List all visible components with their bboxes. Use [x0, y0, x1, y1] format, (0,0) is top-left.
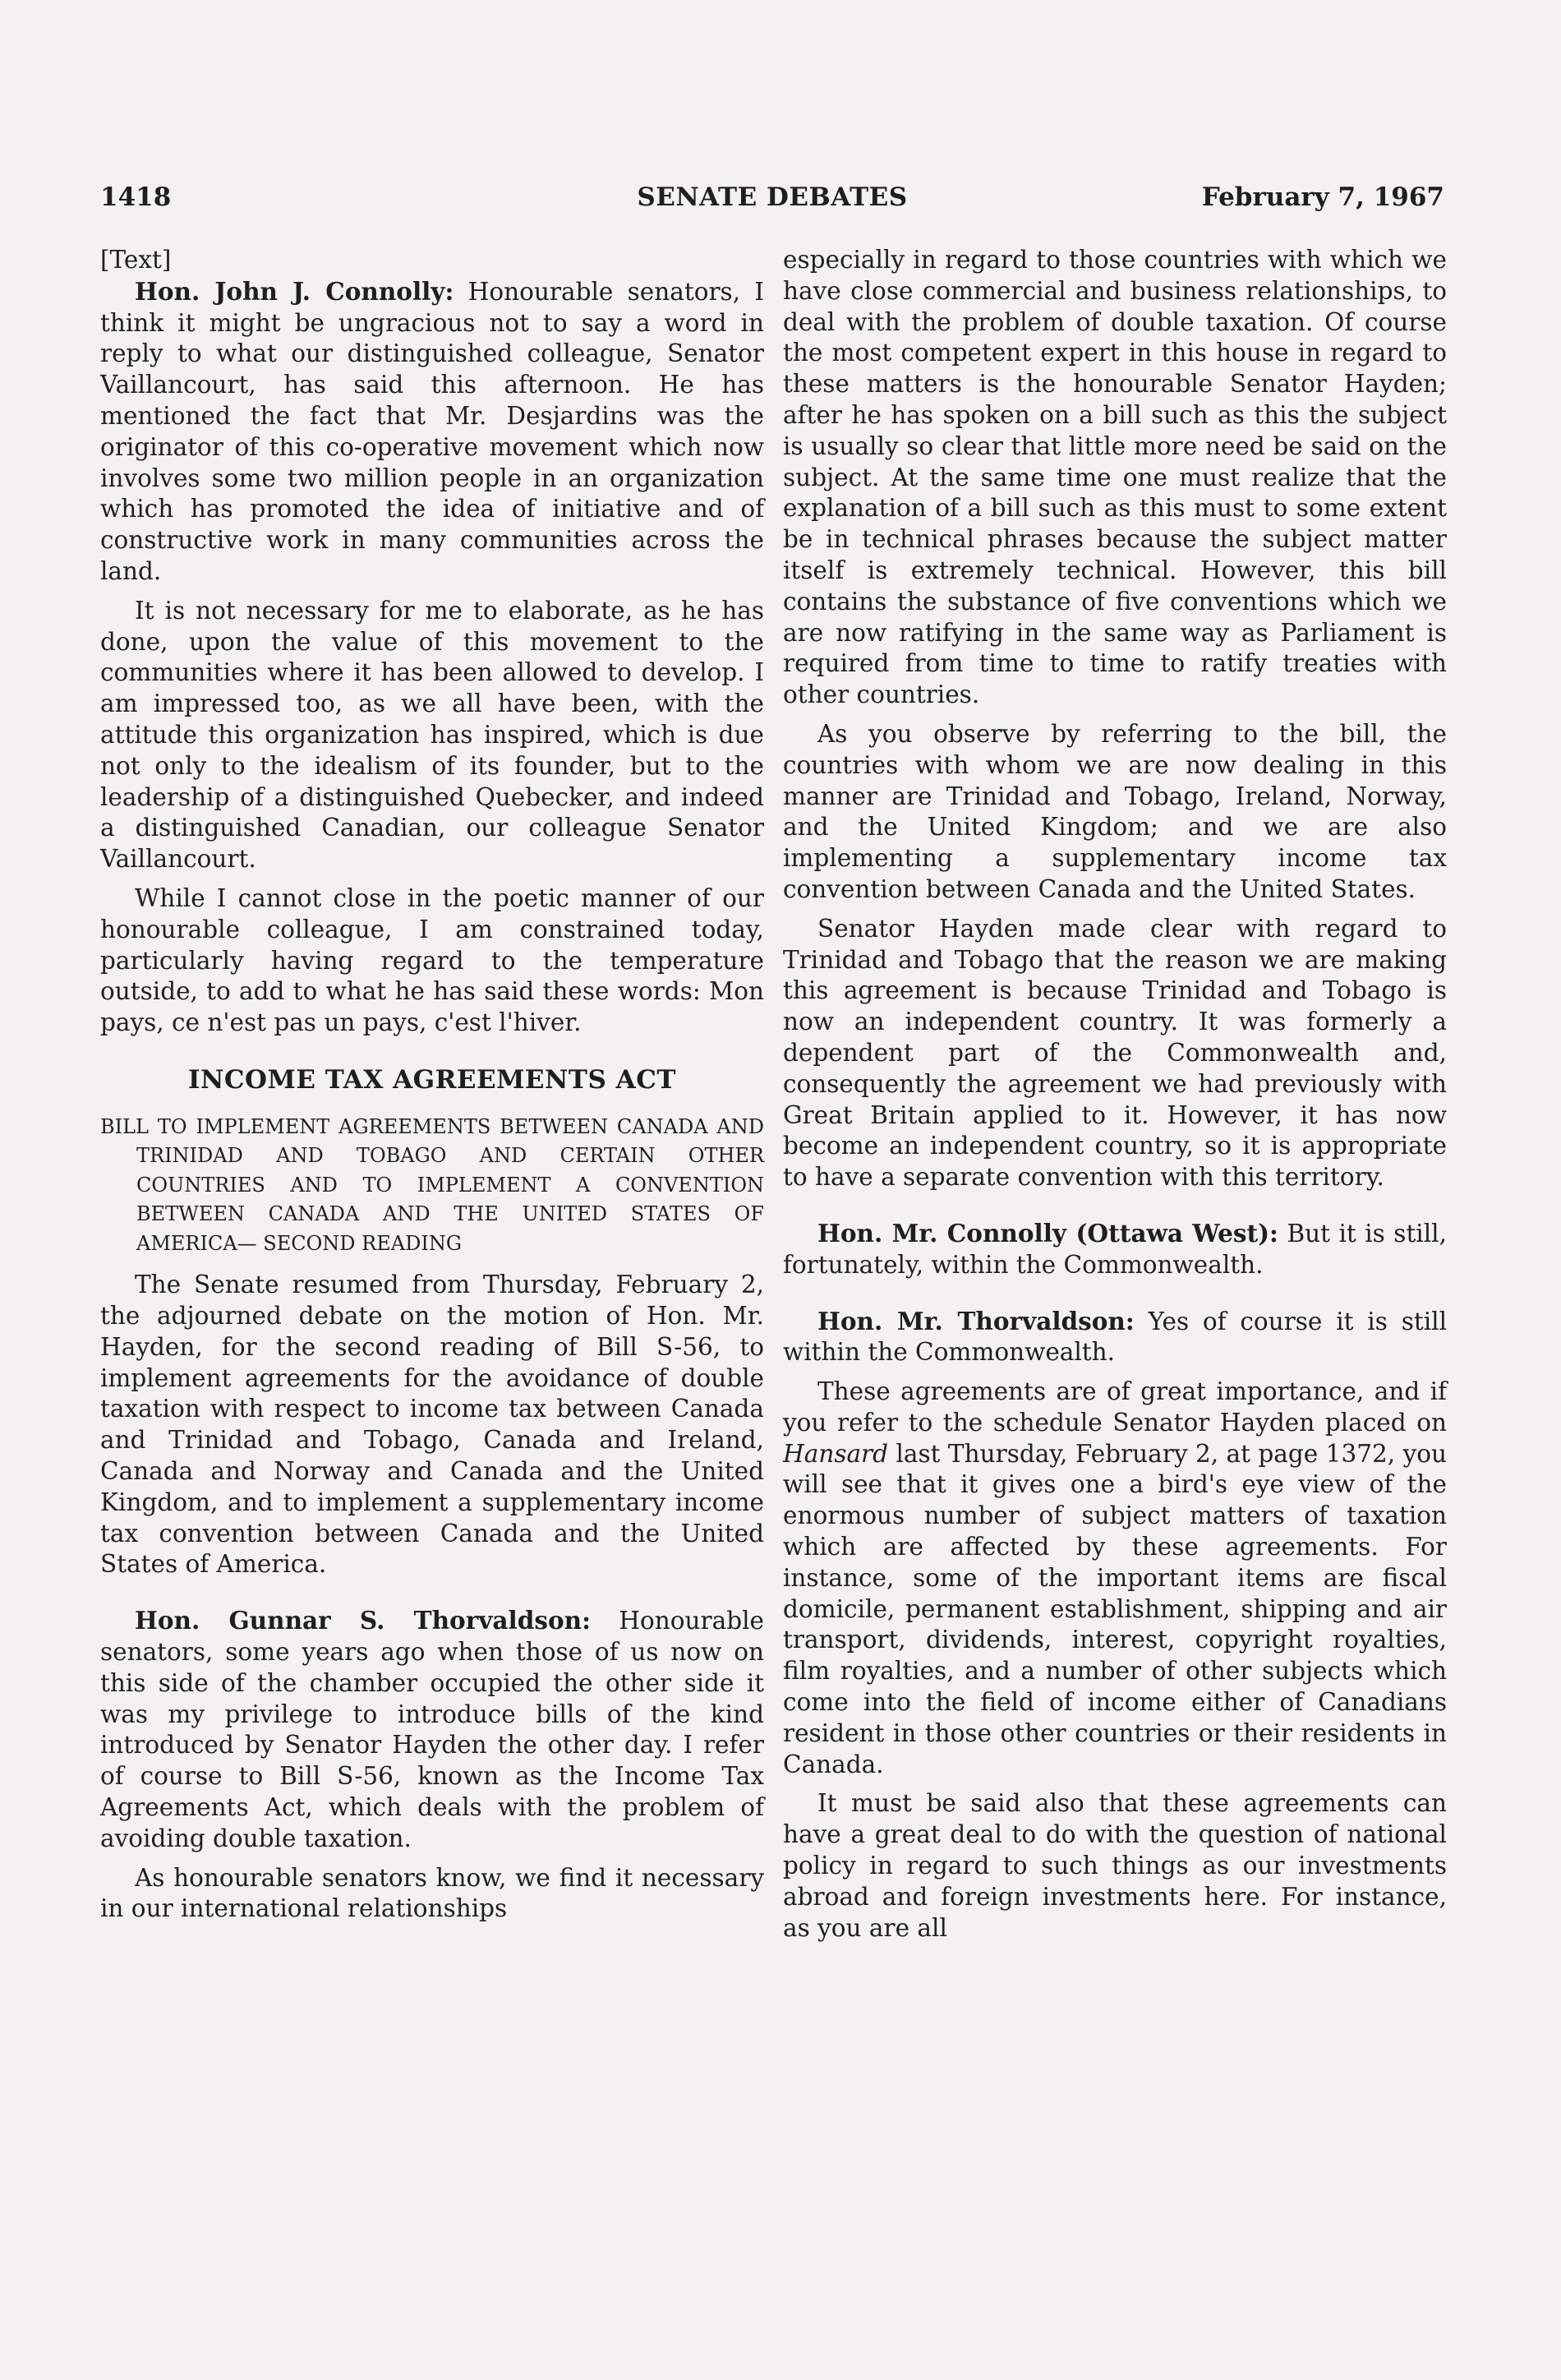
page-number: 1418 — [100, 182, 172, 212]
speech-text: Yes of course it is still within the Commonwealth. — [783, 1307, 1447, 1367]
speaker-name: Hon. Mr. Thorvaldson: — [817, 1306, 1135, 1335]
paragraph: It is not necessary for me to elaborate, as he has done, upon the value of this movement to the communities where it has been allowed to develop. I am impressed too, as we all have been, with the attitude this organization has inspired, which is due not only to the idealism of its founder, but to the leadership of a distinguished Quebecker, and indeed a distinguished Canadian, our colleague Senator Vaillancourt. — [100, 596, 764, 874]
text-tag: [Text] — [100, 246, 172, 274]
speech-text: But it is still, fortunately, within the Commonwealth. — [783, 1219, 1447, 1279]
left-column — [100, 245, 764, 1925]
speech-text: last Thursday, February 2, at page 1372, you will see that it gives one a bird's eye view of the enormous number of subject matters of taxation which are affected by these agreements. For instance, some of the important items are fiscal domicile, permanent establishment, shipping and air transport, dividends, interest, copyright royalties, film royalties, and a number of other subjects which come into the field of income either of Canadians resident in those other countries or their residents in Canada. — [783, 1439, 1447, 1778]
page-header — [100, 182, 1444, 215]
hansard-title: Hansard — [783, 1439, 889, 1468]
paragraph: As honourable senators know, we find it necessary in our international relationships — [100, 1863, 764, 1923]
speaker-name: Hon. Gunnar S. Thorvaldson: — [135, 1606, 591, 1635]
running-title: SENATE DEBATES — [637, 182, 908, 212]
section-title: INCOME TAX AGREEMENTS ACT — [188, 1064, 676, 1095]
bill-heading: BILL TO IMPLEMENT AGREEMENTS BETWEEN CANADA AND TRINIDAD AND TOBAGO AND CERTAIN OTHER COUNTRIES AND TO IMPLEMENT A CONVENTION BETWEEN CANADA AND THE UNITED STATES OF AMERICA— SECOND READING — [100, 1114, 764, 1255]
page-date: February 7, 1967 — [1201, 182, 1444, 212]
paragraph: It must be said also that these agreements can have a great deal to do with the question of national policy in regard to such things as our investments abroad and foreign investments here. For instance, as you are all — [783, 1789, 1447, 1942]
paragraph — [783, 1306, 1447, 1369]
speaker-name: Hon. John J. Connolly: — [135, 276, 454, 306]
paragraph — [783, 1377, 1447, 1780]
paragraph: While I cannot close in the poetic manner of our honourable colleague, I am constrained today, particularly having regard to the temperature outside, to add to what he has said these words: Mon pays, ce n'est pas un pays, c'est l'hiver. — [100, 883, 764, 1037]
paragraph: especially in regard to those countries with which we have close commercial and business relationships, to deal with the problem of double taxation. Of course the most competent expert in this house in regard to these matters is the honourable Senator Hayden; after he has spoken on a bill such as this the subject is usually so clear that little more need be said on the subject. At the same time one must realize that the explanation of a bill such as this must to some extent be in technical phrases because the subject matter itself is extremely technical. However, this bill contains the substance of five conventions which we are now ratifying in the same way as Parliament is required from time to time to ratify treaties with other countries. — [783, 246, 1447, 709]
paragraph: Senator Hayden made clear with regard to Trinidad and Tobago that the reason we are making this agreement is because Trinidad and Tobago is now an independent country. It was formerly a dependent part of the Commonwealth and, consequently the agreement we had previously with Great Britain applied to it. However, it has now become an independent country, so it is appropriate to have a separate convention with this territory. — [783, 914, 1447, 1192]
paragraph — [100, 276, 764, 588]
paragraph — [100, 1605, 764, 1854]
speech-text: These agreements are of great importance, and if you refer to the schedule Senator Hayden placed on — [783, 1377, 1447, 1437]
paragraph: As you observe by referring to the bill, the countries with whom we are now dealing in this manner are Trinidad and Tobago, Ireland, Norway, and the United Kingdom; and we are also implementing a supplementary income tax convention between Canada and the United States. — [783, 719, 1447, 903]
paragraph — [783, 1218, 1447, 1281]
paragraph: The Senate resumed from Thursday, February 2, the adjourned debate on the motion of Hon. Mr. Hayden, for the second reading of Bill S-56, to implement agreements for the avoidance of double taxation with respect to income tax between Canada and Trinidad and Tobago, Canada and Ireland, Canada and Norway and Canada and the United Kingdom, and to implement a supplementary income tax convention between Canada and the United States of America. — [100, 1271, 764, 1579]
speech-text: Honourable senators, I think it might be ungracious not to say a word in reply to what our distinguished colleague, Senator Vaillancourt, has said this afternoon. He has mentioned the fact that Mr. Desjardins was the originator of this co-operative movement which now involves some two million people in an organization which has promoted the idea of initiative and of constructive work in many communities across the land. — [100, 277, 764, 585]
speech-text: Honourable senators, some years ago when those of us now on this side of the chamber occupied the other side it was my privilege to introduce bills of the kind introduced by Senator Hayden the other day. I refer of course to Bill S-56, known as the Income Tax Agreements Act, which deals with the problem of avoiding double taxation. — [100, 1607, 765, 1852]
speaker-name: Hon. Mr. Connolly (Ottawa West): — [817, 1218, 1278, 1248]
right-column — [783, 245, 1447, 1944]
